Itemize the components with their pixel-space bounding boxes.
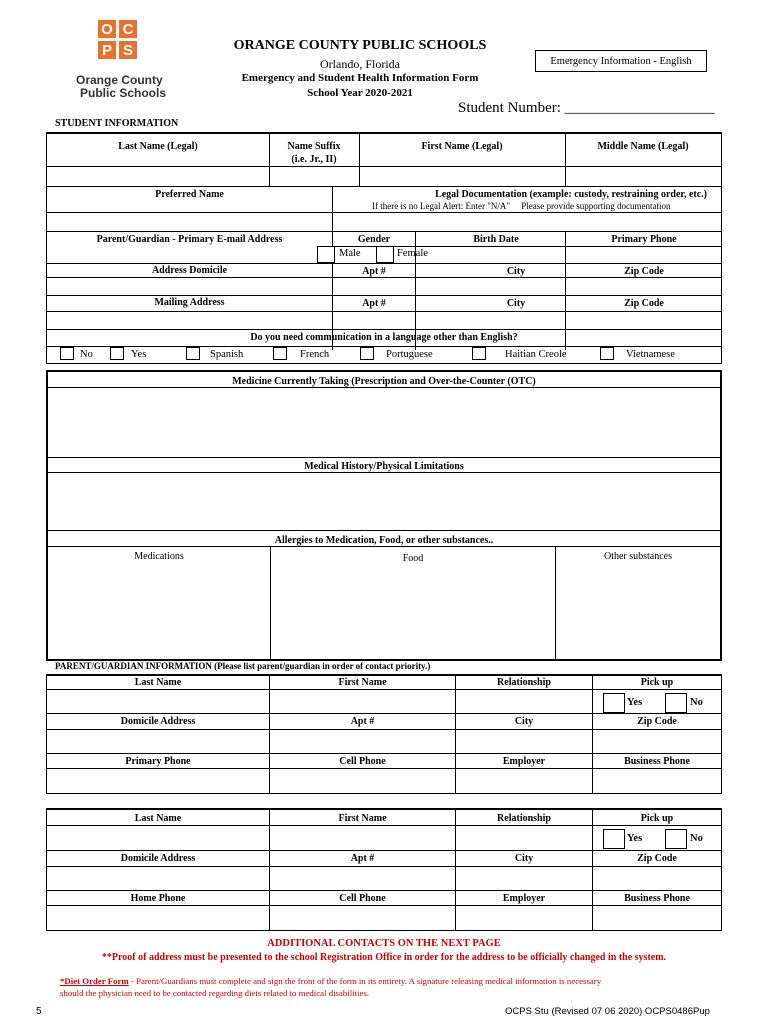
g1-primary-phone-input[interactable] bbox=[48, 769, 268, 792]
mailing-city-input[interactable] bbox=[417, 312, 564, 328]
g2-first-name-input[interactable] bbox=[271, 826, 454, 848]
language-yes-label: Yes bbox=[131, 349, 147, 360]
g1-last-name-input[interactable] bbox=[48, 690, 268, 712]
g1-last-name-label: Last Name bbox=[134, 677, 182, 688]
page-title: ORANGE COUNTY PUBLIC SCHOOLS bbox=[233, 38, 487, 53]
legal-doc-input[interactable] bbox=[334, 213, 720, 230]
g2-employer-input[interactable] bbox=[457, 906, 591, 929]
mailing-zip-label: Zip Code bbox=[624, 298, 664, 309]
birth-date-input[interactable] bbox=[417, 247, 564, 263]
language-portuguese-checkbox[interactable] bbox=[360, 347, 374, 360]
gender-label: Gender bbox=[357, 234, 391, 245]
diet-order-note-2: should the physician need to be contacted regarding diets related to medical disabilities. bbox=[60, 988, 370, 998]
g2-business-phone-input[interactable] bbox=[594, 906, 720, 929]
language-spanish-checkbox[interactable] bbox=[186, 347, 200, 360]
g2-cell-phone-label: Cell Phone bbox=[339, 893, 386, 904]
language-vietnamese-checkbox[interactable] bbox=[600, 347, 614, 360]
city-label: City bbox=[506, 266, 526, 277]
g1-business-phone-input[interactable] bbox=[594, 769, 720, 792]
language-spanish-label: Spanish bbox=[210, 349, 244, 360]
g2-business-phone-label: Business Phone bbox=[624, 893, 690, 904]
language-french-label: French bbox=[300, 349, 330, 360]
address-domicile-label: Address Domicile bbox=[151, 265, 228, 276]
zip-label: Zip Code bbox=[624, 266, 664, 277]
mailing-address-input[interactable] bbox=[48, 312, 331, 328]
language-no-checkbox[interactable] bbox=[60, 347, 74, 360]
g1-pickup-yes-label: Yes bbox=[627, 697, 643, 708]
g1-cell-phone-label: Cell Phone bbox=[339, 756, 386, 767]
language-vietnamese-label: Vietnamese bbox=[626, 349, 675, 360]
language-badge: Emergency Information - English bbox=[535, 50, 707, 72]
g2-cell-phone-input[interactable] bbox=[271, 906, 454, 929]
g2-last-name-label: Last Name bbox=[134, 813, 182, 824]
g1-employer-input[interactable] bbox=[457, 769, 591, 792]
g2-apt-label: Apt # bbox=[350, 853, 375, 864]
g1-pickup-no-label: No bbox=[690, 697, 703, 708]
g2-pickup-yes-label: Yes bbox=[627, 833, 643, 844]
g1-zip-label: Zip Code bbox=[637, 716, 677, 727]
apt-input[interactable] bbox=[334, 278, 414, 294]
logo-letter-p: P bbox=[98, 41, 116, 59]
last-name-label: Last Name (Legal) bbox=[118, 141, 198, 152]
logo-letter-s: S bbox=[119, 41, 137, 59]
g1-cell-phone-input[interactable] bbox=[271, 769, 454, 792]
logo-letter-o: O bbox=[98, 20, 116, 38]
first-name-input[interactable] bbox=[361, 167, 564, 185]
medications-input[interactable] bbox=[50, 566, 268, 658]
language-portuguese-label: Portuguese bbox=[386, 349, 433, 360]
diet-order-text: - Parent/Guardians must complete and sign the front of the form in its entirety. A signature releasing medical information is necessary bbox=[128, 976, 602, 986]
g1-pickup-no-checkbox[interactable] bbox=[665, 693, 687, 713]
legal-doc-note: If there is no Legal Alert: Enter "N/A" Please provide supporting documentation bbox=[372, 201, 671, 211]
male-label: Male bbox=[339, 248, 361, 259]
g2-pickup-yes-checkbox[interactable] bbox=[603, 829, 625, 849]
first-name-label: First Name (Legal) bbox=[421, 141, 503, 152]
g1-apt-input[interactable] bbox=[271, 730, 454, 752]
medications-label: Medications bbox=[134, 551, 184, 562]
g2-city-input[interactable] bbox=[457, 867, 591, 889]
diet-order-note bbox=[60, 976, 710, 986]
logo-text-line2: Public Schools bbox=[80, 86, 167, 100]
mailing-city-label: City bbox=[506, 298, 526, 309]
mailing-address-label: Mailing Address bbox=[154, 297, 225, 308]
revision-code: OCPS Stu (Revised 07 06 2020) OCPS0486Pup bbox=[505, 1006, 710, 1017]
g1-primary-phone-label: Primary Phone bbox=[125, 756, 191, 767]
mailing-apt-input[interactable] bbox=[334, 312, 414, 328]
mailing-zip-input[interactable] bbox=[567, 312, 720, 328]
name-suffix-label-1: Name Suffix bbox=[287, 141, 341, 152]
location: Orlando, Florida bbox=[320, 57, 400, 71]
g2-relationship-label: Relationship bbox=[497, 813, 551, 824]
allergies-label: Allergies to Medication, Food, or other substances.. bbox=[274, 535, 494, 546]
other-substances-input[interactable] bbox=[558, 566, 718, 658]
g2-first-name-label: First Name bbox=[338, 813, 387, 824]
food-label: Food bbox=[402, 553, 424, 564]
preferred-name-label: Preferred Name bbox=[155, 189, 224, 200]
g1-business-phone-label: Business Phone bbox=[624, 756, 690, 767]
g2-city-label: City bbox=[514, 853, 534, 864]
female-label: Female bbox=[397, 248, 428, 259]
g2-home-phone-label: Home Phone bbox=[130, 893, 186, 904]
additional-contacts-note: ADDITIONAL CONTACTS ON THE NEXT PAGE bbox=[267, 938, 501, 949]
g1-domicile-label: Domicile Address bbox=[120, 716, 196, 727]
g2-last-name-input[interactable] bbox=[48, 826, 268, 848]
g1-city-label: City bbox=[514, 716, 534, 727]
birth-date-label: Birth Date bbox=[473, 234, 519, 245]
other-substances-label: Other substances bbox=[603, 551, 673, 562]
female-checkbox[interactable] bbox=[376, 246, 394, 263]
primary-phone-label: Primary Phone bbox=[611, 234, 677, 245]
last-name-input[interactable] bbox=[48, 167, 268, 185]
page-number: 5 bbox=[36, 1006, 42, 1017]
g2-employer-label: Employer bbox=[502, 893, 546, 904]
language-haitian-creole-checkbox[interactable] bbox=[472, 347, 486, 360]
name-suffix-input[interactable] bbox=[271, 167, 358, 185]
male-checkbox[interactable] bbox=[317, 246, 335, 263]
name-suffix-label-2: (i.e. Jr., II) bbox=[291, 154, 337, 165]
g2-pickup-label: Pick up bbox=[640, 813, 674, 824]
proof-of-address-note: **Proof of address must be presented to the school Registration Office in order for the address to be officially changed in the system. bbox=[101, 952, 667, 963]
medicine-input[interactable] bbox=[49, 388, 719, 456]
legal-doc-label: Legal Documentation (example: custody, restraining order, etc.) bbox=[435, 189, 707, 200]
language-no-label: No bbox=[80, 349, 93, 360]
apt-label: Apt # bbox=[362, 266, 386, 277]
guardian-section-title: PARENT/GUARDIAN INFORMATION (Please list parent/guardian in order of contact priority.) bbox=[55, 661, 431, 671]
g1-first-name-label: First Name bbox=[338, 677, 387, 688]
language-yes-checkbox[interactable] bbox=[110, 347, 124, 360]
parent-email-input[interactable] bbox=[48, 246, 331, 263]
language-haitian-creole-label: Haitian Creole bbox=[505, 349, 567, 360]
g1-relationship-input[interactable] bbox=[457, 690, 591, 712]
logo-text-line1: Orange County bbox=[76, 73, 163, 87]
ocps-logo bbox=[96, 18, 140, 62]
parent-email-label: Parent/Guardian - Primary E-mail Address bbox=[96, 234, 283, 245]
diet-order-label[interactable]: *Diet Order Form bbox=[60, 976, 129, 986]
language-french-checkbox[interactable] bbox=[273, 347, 287, 360]
g1-apt-label: Apt # bbox=[350, 716, 375, 727]
medicine-label: Medicine Currently Taking (Prescription and Over-the-Counter (OTC) bbox=[232, 376, 536, 387]
middle-name-input[interactable] bbox=[567, 167, 720, 185]
g2-pickup-no-label: No bbox=[690, 833, 703, 844]
city-input[interactable] bbox=[417, 278, 564, 294]
food-input[interactable] bbox=[273, 568, 553, 658]
g1-pickup-yes-checkbox[interactable] bbox=[603, 693, 625, 713]
g2-zip-input[interactable] bbox=[594, 867, 720, 889]
g1-zip-input[interactable] bbox=[594, 730, 720, 752]
g2-domicile-input[interactable] bbox=[48, 867, 268, 889]
g1-relationship-label: Relationship bbox=[497, 677, 551, 688]
medical-history-input[interactable] bbox=[49, 473, 719, 529]
g1-employer-label: Employer bbox=[502, 756, 546, 767]
student-section-title: STUDENT INFORMATION bbox=[55, 118, 179, 129]
g2-domicile-label: Domicile Address bbox=[120, 853, 196, 864]
g1-pickup-label: Pick up bbox=[640, 677, 674, 688]
logo-letter-c: C bbox=[119, 20, 137, 38]
mailing-apt-label: Apt # bbox=[362, 298, 386, 309]
form-name: Emergency and Student Health Information Form bbox=[241, 72, 479, 84]
g1-city-input[interactable] bbox=[457, 730, 591, 752]
g2-home-phone-input[interactable] bbox=[48, 906, 268, 929]
g2-pickup-no-checkbox[interactable] bbox=[665, 829, 687, 849]
g2-apt-input[interactable] bbox=[271, 867, 454, 889]
middle-name-label: Middle Name (Legal) bbox=[597, 141, 689, 152]
primary-phone-input[interactable] bbox=[567, 247, 720, 263]
g2-relationship-input[interactable] bbox=[457, 826, 591, 848]
g2-zip-label: Zip Code bbox=[637, 853, 677, 864]
medical-history-label: Medical History/Physical Limitations bbox=[304, 461, 464, 472]
school-year: School Year 2020-2021 bbox=[307, 87, 413, 99]
address-domicile-input[interactable] bbox=[48, 278, 331, 294]
g1-first-name-input[interactable] bbox=[271, 690, 454, 712]
language-question: Do you need communication in a language other than English? bbox=[250, 332, 518, 343]
g1-domicile-input[interactable] bbox=[48, 730, 268, 752]
student-number-label: Student Number: ____________________ bbox=[458, 100, 715, 116]
student-number-input[interactable] bbox=[565, 100, 715, 118]
preferred-name-input[interactable] bbox=[48, 213, 331, 230]
zip-input[interactable] bbox=[567, 278, 720, 294]
